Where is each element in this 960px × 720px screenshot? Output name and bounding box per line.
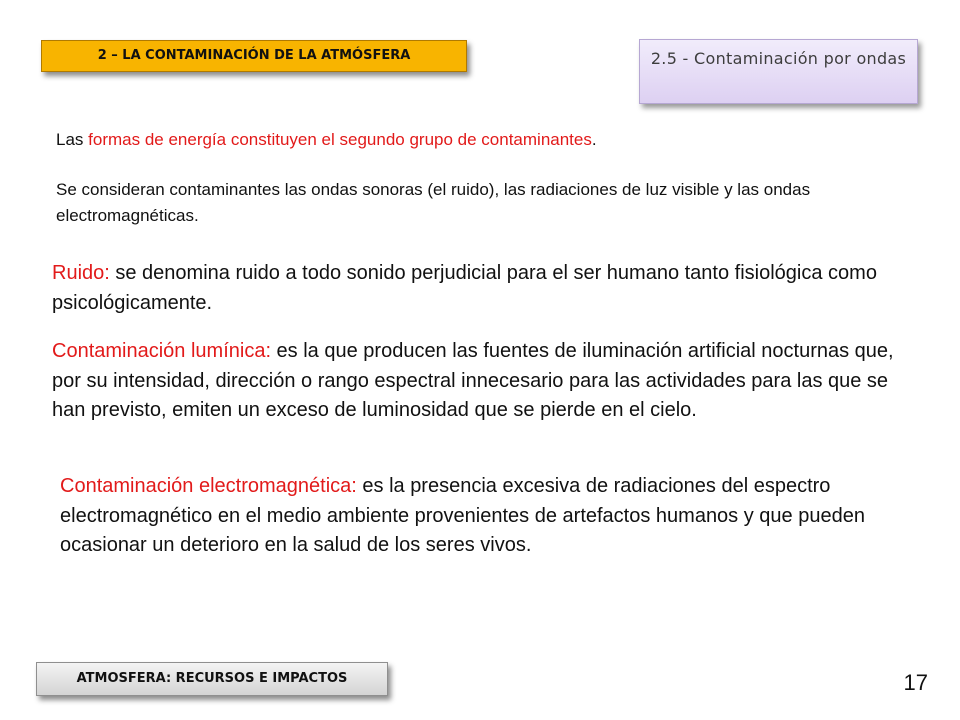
unit-title-tag: 2 – LA CONTAMINACIÓN DE LA ATMÓSFERA <box>41 40 467 72</box>
definition-text: es la presencia excesiva de radiaciones del espectro electromagnético en el medio ambiente provenientes de artefactos humanos y que pueden ocasionar un deterioro en la salud de los seres vivos. <box>60 475 865 556</box>
intro-paragraph-waves: Se consideran contaminantes las ondas sonoras (el ruido), las radiaciones de luz visible y las ondas electromagnéticas. <box>56 180 811 225</box>
definition-term: Contaminación electromagnética: <box>60 475 357 497</box>
intro-suffix: . <box>591 130 597 149</box>
intro-highlight: formas de energía constituyen el segundo grupo de contaminantes <box>88 130 592 149</box>
section-title-tag: 2.5 - Contaminación por ondas <box>639 39 918 104</box>
intro-paragraph-energy <box>56 127 936 153</box>
definition-term: Ruido: <box>52 262 110 284</box>
intro-prefix: Las <box>56 130 89 149</box>
definition-text: se denomina ruido a todo sonido perjudicial para el ser humano tanto fisiológica como psicológicamente. <box>52 262 877 314</box>
definition-term: Contaminación lumínica: <box>52 340 271 362</box>
course-title-tag: ATMOSFERA: RECURSOS E IMPACTOS <box>36 662 388 696</box>
definition-ruido <box>52 259 932 318</box>
definition-electromagnetica <box>60 472 920 561</box>
page-number: 17 <box>903 670 928 695</box>
definition-text: es la que producen las fuentes de iluminación artificial nocturnas que, por su intensidad, dirección o rango espectral innecesario para las actividades para las que se han previsto, emiten un exceso de luminosidad que se pierde en el cielo. <box>52 340 894 421</box>
definition-luminica <box>52 337 912 426</box>
